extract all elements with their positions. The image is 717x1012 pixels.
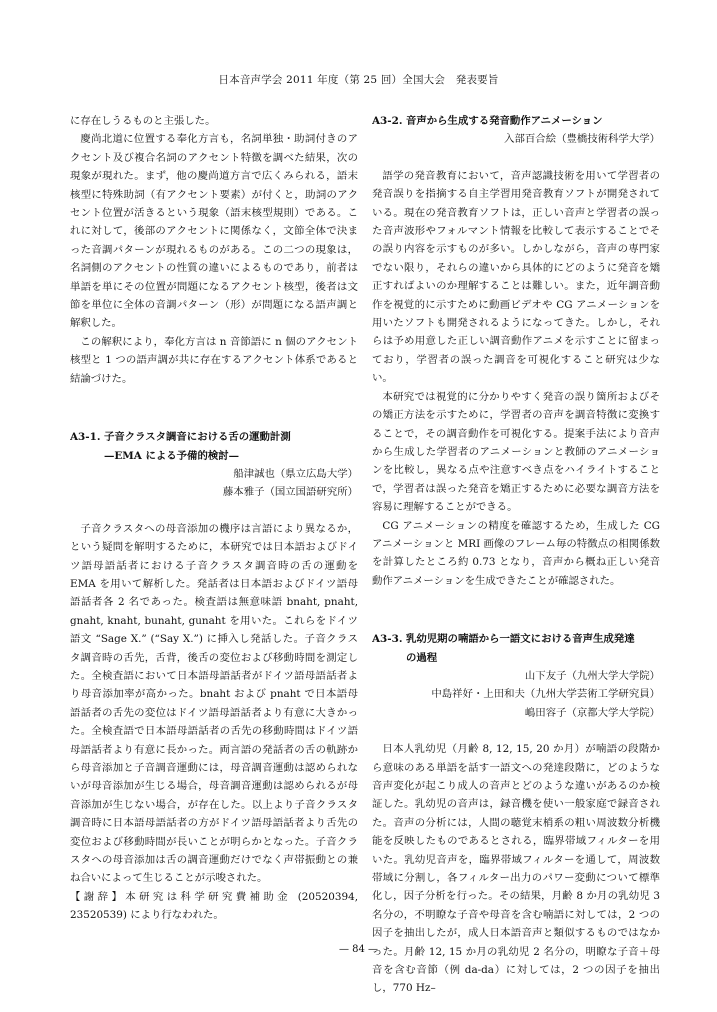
abstract-body: 語学の発音教育において，音声認識技術を用いて学習者の発音誤りを指摘する自主学習用発音教育ソフトが開発されている。現在の発音教育ソフトは，正しい音声と学習者の誤った音声波形やフォルマント情報を比較して表示することでその誤り内容を示すものが多い。しかしながら，音声の専門家でない限り，それらの違いから具体的にどのように発音を矯正すればよいのか理解することは難しい。また，近年調音動作を視覚的に示すために動画ビデオや CG アニメーションを用いたソフトも開発されるようになってきた。しかし，それらは予め用意した正しい調音動作アニメを示すことに留まっており，学習者の誤った調音を可視化すること研究は少ない。: [372, 169, 660, 385]
section-gap: [70, 388, 358, 428]
abstract-a3-2: [372, 112, 660, 590]
abstract-heading: [372, 112, 660, 130]
abstract-a3-3: [372, 630, 660, 998]
abstract-heading: [70, 428, 358, 446]
spacer: [70, 502, 358, 520]
page-number: — 84 —: [338, 944, 379, 955]
abstract-a3-1: [70, 428, 358, 925]
abstract-body: 日本人乳幼児（月齢 8, 12, 15, 20 か月）が喃語の段階から意味のある単語を話す一語文への発達段階に，どのような音声変化が起こり成人の音声とどのような違いがあるのか検証した。乳幼児の音声は，録音機を使い一般家庭で録音された。音声の分析には，人間の聴覚末梢系の粗い周波数分析機能を反映したものであるとされる，臨界帯域フィルターを用いた。乳幼児音声を，臨界帯域フィルターを通して，周波数帯域に分割し，各フィルター出力のパワー変動について標準化し，因子分析を行った。その結果，月齢 8 か月の乳幼児 3 名分の，不明瞭な子音や母音を含む喃語に対しては，2 つの因子を抽出したが，成人日本語音声と類似するものではなかった。月齢 12, 15 か月の乳幼児 2 名分の，明瞭な子音＋母音を含む音節（例 da-da）に対しては，2 つの因子を抽出し，770 Hz–: [372, 743, 660, 995]
abstract-number: A3-1.: [70, 431, 101, 444]
continued-paragraph: 慶尚北道に位置する奉化方言も，名詞単独・助詞付きのアクセント及び複合名詞のアクセント特徴を調べた結果，次の現象が現れた。まず，他の慶尚道方言で広くみられる，語末核型に特殊助詞（有アクセント要素）が付くと，助詞のアクセント位置が活きるという現象（語末核型規則）である。これに対して，後部のアクセントに関係なく，文節全体で決まった音調パターンが現れるものがある。この二つの現象は，名詞側のアクセントの性質の違いによるものであり，前者は単語を単にその位置が問題になるアクセント核型，後者は文節を単位に全体の音調パターン（形）が問題になる語声調と解釈した。: [70, 133, 358, 330]
abstract-body: 子音クラスタへの母音添加の機序は言語により異なるか，という疑問を解明するために，本研究では日本語およびドイツ語母語話者における子音クラスタ調音時の舌の運動を EMA を用いて解析した。発話者は日本語およびドイツ語母語話者各 2 名であった。検査語は無意味語 bnaht, pnaht, gnaht, knaht, bunaht, gunaht を用いた。これらをドイツ語文 “Sage X.” (“Say X.”) に挿入し発話した。子音クラスタ調音時の舌先，舌背，後舌の変位および移動時間を測定した。全検査語において日本語母語話者がドイツ語母語話者より母音添加率が高かった。bnaht および pnaht で日本語母語話者の舌先の変位はドイツ語母語話者より有意に大きかった。全検査語で日本語母語話者の舌先の移動時間はドイツ語母語話者より有意に長かった。両言語の発話者の舌の軌跡から母音添加と子音調音運動には，母音調音運動は認められないが母音添加が生じる場合，母音調音運動は認められるが母音添加が生じない場合，が存在した。以上より子音クラスタ調音時に日本語母語話者の方がドイツ語母語話者より舌先の変位および移動時間が長いことが明らかとなった。子音クラスタへの母音添加は舌の調音運動だけでなく声帯振動との兼ね合いによって生じることが示唆された。: [70, 522, 358, 885]
left-column: [70, 112, 358, 925]
author-line: 嶋田容子（京都大学大学院）: [524, 706, 660, 719]
spacer: [372, 149, 660, 167]
acknowledgment: 【謝辞】本研究は科学研究費補助金 (20520394, 23520539) により行なわれた。: [70, 890, 358, 922]
abstract-body: CG アニメーションの精度を確認するため，生成した CG アニメーションと MRI 画像のフレーム毎の特徴点の相関係数を計算したところ約 0.73 となり，音声から概ね正しい発音動作アニメーションを生成できたことが確認された。: [372, 519, 660, 587]
abstract-title: 乳幼児期の喃語から一語文における音声生成発達: [406, 633, 635, 646]
spacer: [372, 722, 660, 740]
abstract-body: 本研究では視覚的に分かりやすく発音の誤り箇所およびその矯正方法を示すために，学習者の音声を調音特徴に変換することで，その調音動作を可視化する。提案手法により音声から生成した学習者のアニメーションと教師のアニメーションを比較し，異なる点や注意すべき点をハイライトすることで，学習者は誤った発音を矯正するために必要な調音方法を容易に理解することができる。: [372, 390, 660, 514]
continued-paragraph: この解釈により，奉化方言は n 音節語に n 個のアクセント核型と 1 つの語声調が共に存在するアクセント体系であると結論づけた。: [70, 335, 358, 385]
abstract-title: 音声から生成する発音動作アニメーション: [406, 115, 603, 127]
author-line: 中島祥好・上田和夫（九州大学芸術工学研究員）: [431, 688, 660, 701]
right-column: [372, 112, 660, 998]
author-line: 船津誠也（県立広島大学）: [233, 467, 358, 480]
abstract-subtitle: —EMA による予備的検討—: [104, 449, 240, 462]
section-gap: [372, 590, 660, 630]
running-title: 日本音声学会 2011 年度（第 25 回）全国大会 発表要旨: [218, 74, 499, 86]
author-line: 入部百合絵（豊橋技術科学大学）: [504, 133, 660, 146]
abstract-title: 子音クラスタ調音における舌の運動計測: [104, 431, 291, 444]
abstract-number: A3-2.: [372, 115, 403, 127]
abstract-number: A3-3.: [372, 633, 403, 646]
abstract-heading: [372, 630, 660, 648]
continued-paragraph: に存在しうるものと主張した。: [70, 115, 216, 127]
abstract-subtitle: の過程: [406, 651, 438, 664]
author-line: 藤本雅子（国立国語研究所）: [222, 486, 358, 499]
author-line: 山下友子（九州大学大学院）: [524, 669, 660, 682]
